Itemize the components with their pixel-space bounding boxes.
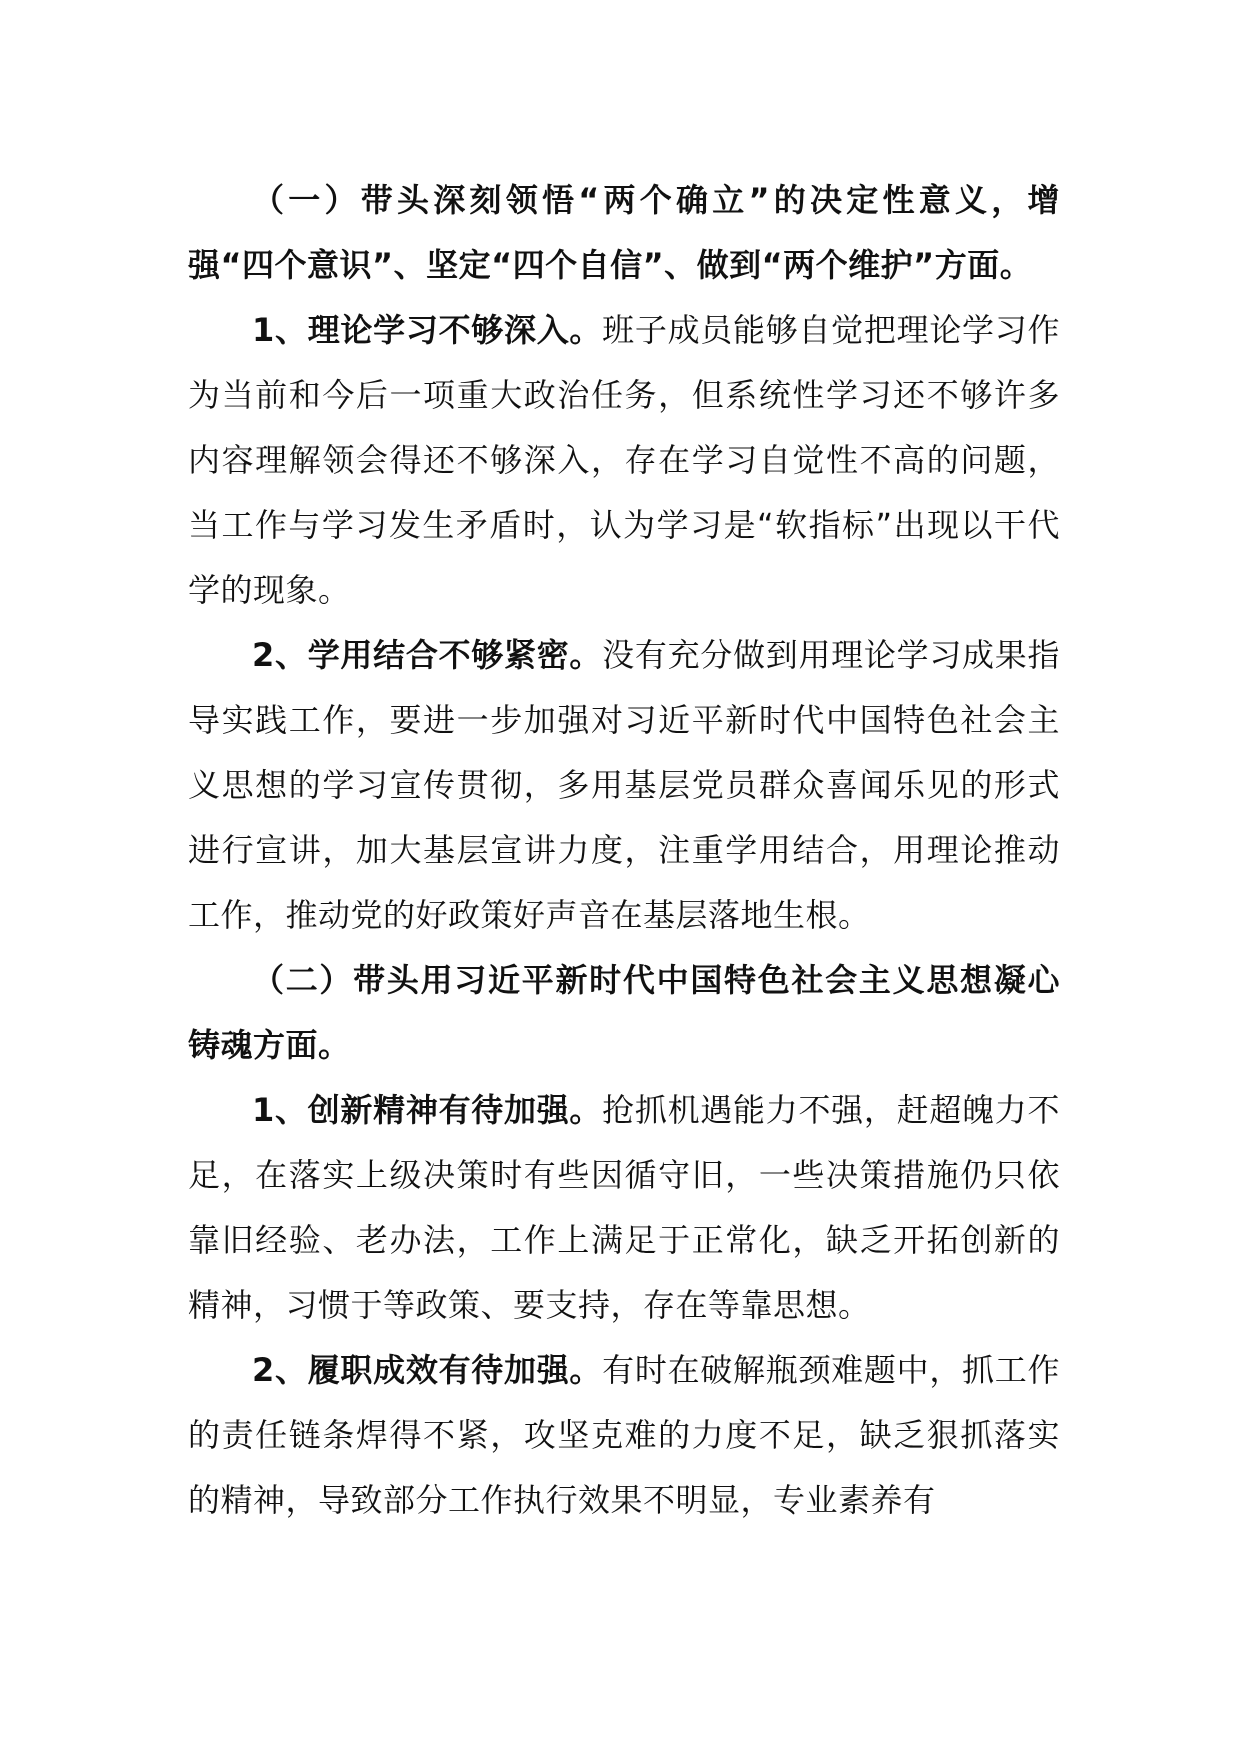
item-lead: 2、学用结合不够紧密。 bbox=[252, 636, 603, 674]
item-body: 班子成员能够自觉把理论学习作为当前和今后一项重大政治任务，但系统性学习还不够许多内容理解领会得还不够深入，存在学习自觉性不高的问题，当工作与学习发生矛盾时，认为学习是“软指标”出现以干代学的现象。 bbox=[188, 311, 1060, 609]
item-lead: 1、理论学习不够深入。 bbox=[252, 311, 603, 349]
section-1-item-2 bbox=[188, 623, 1060, 948]
item-body: 没有充分做到用理论学习成果指导实践工作，要进一步加强对习近平新时代中国特色社会主义思想的学习宣传贯彻，多用基层党员群众喜闻乐见的形式进行宣讲，加大基层宣讲力度，注重学用结合，用理论推动工作，推动党的好政策好声音在基层落地生根。 bbox=[188, 636, 1060, 934]
item-body: 有时在破解瓶颈难题中，抓工作的责任链条焊得不紧，攻坚克难的力度不足，缺乏狠抓落实的精神，导致部分工作执行效果不明显，专业素养有 bbox=[188, 1351, 1060, 1519]
section-2-heading: （二）带头用习近平新时代中国特色社会主义思想凝心铸魂方面。 bbox=[188, 961, 1060, 1064]
item-body: 抢抓机遇能力不强，赶超魄力不足，在落实上级决策时有些因循守旧，一些决策措施仍只依靠旧经验、老办法，工作上满足于正常化，缺乏开拓创新的精神，习惯于等政策、要支持，存在等靠思想。 bbox=[188, 1091, 1060, 1324]
document-page bbox=[188, 168, 1060, 1533]
section-1-heading: （一）带头深刻领悟“两个确立”的决定性意义，增强“四个意识”、坚定“四个自信”、做到“两个维护”方面。 bbox=[188, 181, 1060, 284]
section-2-item-2 bbox=[188, 1338, 1060, 1533]
section-2-item-1 bbox=[188, 1078, 1060, 1338]
section-1-item-1 bbox=[188, 298, 1060, 623]
item-lead: 2、履职成效有待加强。 bbox=[252, 1351, 603, 1389]
item-lead: 1、创新精神有待加强。 bbox=[252, 1091, 603, 1129]
